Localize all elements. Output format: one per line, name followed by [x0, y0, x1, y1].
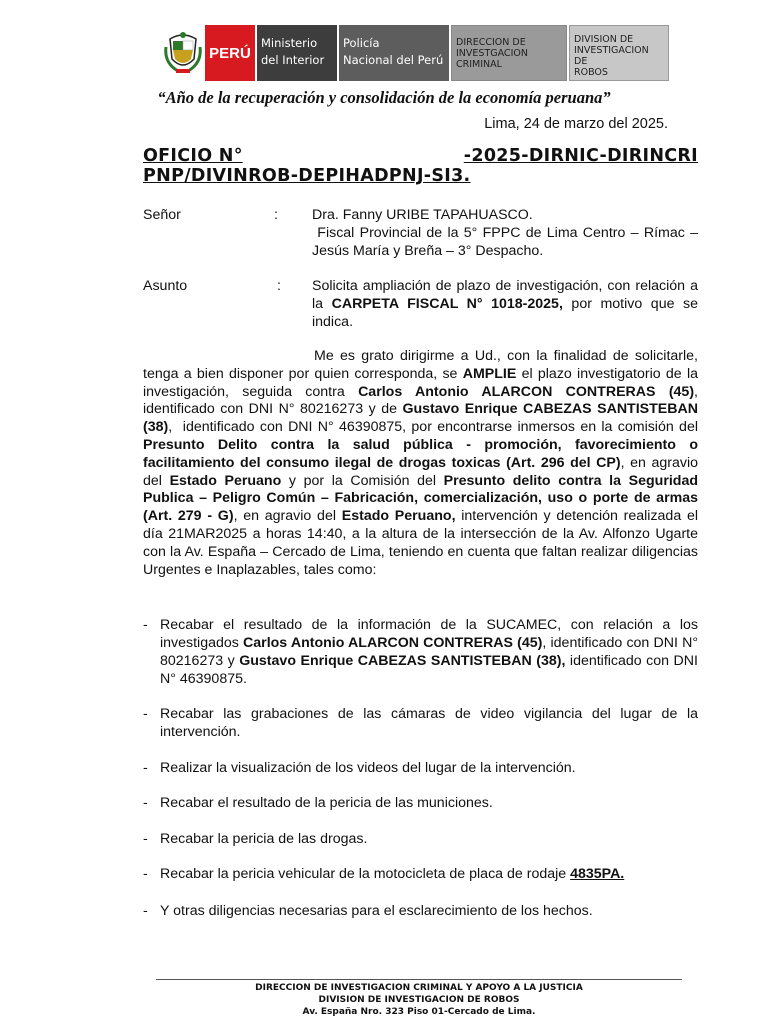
subject-label: Asunto [143, 278, 188, 294]
body-text: Me es grato dirigirme a Ud., con la finalidad de solicitarle, tenga a bien disponer por quien corresponda, se [143, 348, 698, 382]
list-dash: - [143, 866, 148, 882]
subject-block [143, 277, 698, 331]
list-item [143, 830, 698, 848]
subject-text-1: Solicita ampliación de plazo de investigación, con relación a la [312, 278, 698, 312]
recipient-value [312, 206, 702, 260]
list-dash: - [143, 903, 148, 919]
peru-coat-of-arms-icon [163, 25, 203, 81]
division-line-1: DIVISION DE [574, 34, 634, 45]
footer-divider [156, 979, 682, 980]
list-item-text: Recabar las grabaciones de las cámaras de video vigilancia del lugar de la intervención. [160, 706, 698, 740]
delito-1: Presunto Delito contra la salud pública - promoción, favorecimiento o facilitamiento del consumo ilegal de drogas toxicas (Art. 296 del CP) [143, 436, 698, 471]
footer-line-3: Av. España Nro. 323 Piso 01-Cercado de Lima. [302, 1007, 536, 1017]
plate-number: 4835PA. [570, 866, 625, 882]
body-paragraph [143, 348, 702, 579]
document-date: Lima, 24 de marzo del 2025. [484, 116, 668, 132]
agraviado-2: Estado Peruano, [341, 508, 456, 525]
task-bold: Carlos Antonio ALARCON CONTRERAS (45) [243, 635, 543, 651]
list-item-text: Recabar el resultado de la pericia de las municiones. [160, 795, 493, 811]
body-text: , identificado con DNI N° 80216273 y de [143, 383, 698, 418]
ministerio-line-2: del Interior [261, 53, 325, 67]
oficio-line-2: PNP/DIVINROB-DEPIHADPNJ-SI3. [143, 166, 471, 186]
direccion-line-3: CRIMINAL [456, 59, 502, 70]
policia-line-2: Nacional del Perú [343, 53, 444, 67]
list-item [143, 705, 698, 741]
policia-block [339, 25, 449, 81]
list-item [143, 794, 698, 812]
list-item-text [160, 865, 698, 883]
list-dash: - [143, 795, 148, 811]
body-text: el plazo investigatorio de la investigación, seguida contra [143, 365, 698, 400]
oficio-line-1 [143, 146, 698, 166]
body-text: intervención y detención realizada el día 21MAR2025 a horas 14:40, a la altura de la intersección de la Av. Alfonzo Ugarte con la Av. España – Cercado de Lima, teniendo en cuenta que faltan realizar diligencias Urgentes e Inaplazables, tales como: [143, 508, 698, 578]
task-text: Recabar la pericia vehicular de la motocicleta de placa de rodaje [160, 866, 571, 882]
list-item [143, 865, 698, 883]
list-item-text [160, 616, 698, 688]
body-text: , identificado con DNI N° 46390875, por encontrarse inmersos en la comisión del [168, 419, 702, 436]
peru-brand: PERÚ [205, 25, 255, 81]
list-item-text: Y otras diligencias necesarias para el esclarecimiento de los hechos. [160, 903, 593, 919]
policia-line-1: Policía [343, 36, 380, 50]
direccion-line-1: DIRECCION DE [456, 37, 526, 48]
recipient-colon: : [274, 207, 278, 223]
ministerio-block [257, 25, 337, 81]
body-text: y por la Comisión del [281, 472, 444, 489]
investigado-1: Carlos Antonio ALARCON CONTRERAS (45) [358, 383, 695, 400]
oficio-label: OFICIO N° [143, 146, 243, 166]
recipient-block [143, 206, 702, 260]
footer [156, 982, 682, 1018]
investigado-2: Gustavo Enrique CABEZAS SANTISTEBAN (38) [143, 401, 698, 436]
direccion-block [451, 25, 567, 81]
delito-2: Presunto delito contra la Seguridad Publica – Peligro Común – Fabricación, comercialización, uso o porte de armas (Art. 279 - G) [143, 472, 699, 525]
list-item-text: Realizar la visualización de los videos del lugar de la intervención. [160, 760, 576, 776]
list-dash: - [143, 617, 148, 633]
body-bold: AMPLIE [462, 365, 517, 382]
agraviado-1: Estado Peruano [169, 472, 282, 489]
list-dash: - [143, 760, 148, 776]
division-line-2: INVESTIGACION DE [574, 45, 649, 67]
list-dash: - [143, 706, 148, 722]
direccion-line-2: INVESTGACION [456, 48, 528, 59]
task-text: identificado con DNI N° 46390875. [160, 653, 698, 687]
list-item [143, 902, 698, 920]
subject-value [312, 277, 698, 331]
list-dash: - [143, 831, 148, 847]
subject-colon: : [277, 278, 281, 294]
recipient-office: Fiscal Provincial de la 5° FPPC de Lima Centro – Rímac – Jesús María y Breña – 3° Despacho. [312, 225, 702, 259]
oficio-number [143, 146, 698, 186]
subject-text-2: por motivo que se indica. [312, 296, 698, 330]
year-motto: “Año de la recuperación y consolidación de la economía peruana” [157, 88, 611, 107]
list-item [143, 759, 698, 777]
recipient-label: Señor [143, 207, 181, 223]
division-line-3: ROBOS [574, 67, 608, 78]
ministerio-line-1: Ministerio [261, 36, 318, 50]
footer-line-1: DIRECCION DE INVESTIGACION CRIMINAL Y APOYO A LA JUSTICIA [255, 983, 583, 993]
task-text: , identificado con DNI N° 80216273 y [160, 635, 699, 669]
oficio-code: -2025-DIRNIC-DIRINCRI [463, 146, 698, 166]
body-text: , en agravio del [143, 454, 699, 489]
body-text: , en agravio del [233, 508, 342, 525]
institution-banner [163, 25, 669, 81]
subject-carpeta: CARPETA FISCAL N° 1018-2025, [331, 296, 563, 312]
footer-line-2: DIVISION DE INVESTIGACION DE ROBOS [318, 995, 520, 1005]
recipient-name: Dra. Fanny URIBE TAPAHUASCO. [312, 207, 533, 223]
list-item-text: Recabar la pericia de las drogas. [160, 831, 368, 847]
division-block [569, 25, 669, 81]
task-text: Recabar el resultado de la información de la SUCAMEC, con relación a los investigados [160, 617, 698, 651]
task-bold: Gustavo Enrique CABEZAS SANTISTEBAN (38), [239, 653, 566, 669]
list-item [143, 616, 698, 688]
